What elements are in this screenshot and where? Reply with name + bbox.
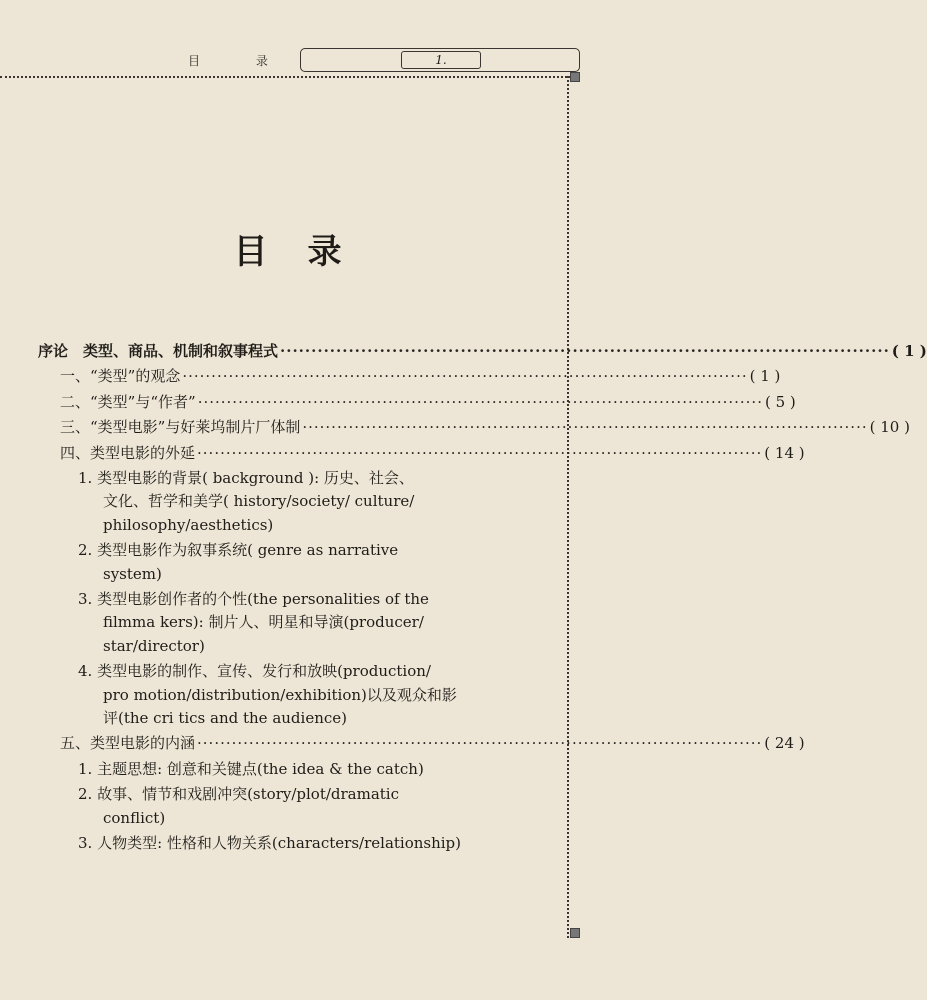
toc-entry-title: 三、“类型电影”与好莱坞制片厂体制 (60, 418, 301, 437)
toc-entry-page: ( 10 ) (869, 418, 910, 437)
toc-entry[interactable] (38, 340, 927, 362)
header-title: 目 录 (188, 54, 294, 68)
toc-entry-page: ( 1 ) (749, 367, 781, 386)
toc-leader-dots: ·································································································· (302, 418, 868, 437)
toc-entry[interactable] (60, 416, 910, 438)
toc-entry-title: 四、类型电影的外延 (60, 443, 196, 462)
toc-subentry-line[interactable]: 4. 类型电影的制作、宣传、发行和放映(production/ (78, 662, 431, 681)
toc-subentry-line: philosophy/aesthetics) (103, 515, 274, 534)
toc-subentry-line: 评(the cri tics and the audience) (103, 709, 347, 727)
running-header (0, 48, 613, 78)
toc-entry-title: 序论 类型、商品、机制和叙事程式 (38, 342, 279, 360)
toc-entry-title: 五、类型电影的内涵 (60, 734, 196, 753)
side-dotted-rule (567, 76, 579, 938)
corner-mark-bottom (570, 928, 580, 938)
page-title: 目录 (233, 232, 382, 272)
toc-leader-dots: ·································································································· (182, 367, 748, 386)
toc-leader-dots: ·································································································· (197, 734, 763, 753)
toc-subentry-line: pro motion/distribution/exhibition)以及观众和影 (103, 685, 457, 704)
toc-entry-title: 二、“类型”与“作者” (60, 392, 196, 411)
toc-entry-page: ( 1 ) (891, 342, 927, 360)
header-dotted-rule (0, 76, 575, 78)
toc-entry-page: ( 24 ) (764, 734, 805, 753)
toc-entry-page: ( 14 ) (764, 443, 805, 462)
toc-entry-page: ( 5 ) (764, 392, 796, 411)
corner-mark-top (570, 72, 580, 82)
toc-subentry-line: filmma kers): 制片人、明星和导演(producer/ (103, 613, 424, 632)
toc-subentry-line[interactable]: 3. 人物类型: 性格和人物关系(characters/relationship) (78, 834, 462, 852)
toc-subentry-line: star/director) (103, 636, 205, 655)
toc-entry[interactable] (60, 365, 781, 387)
toc-leader-dots: ·································································································· (197, 392, 763, 411)
page-number-box (300, 48, 580, 72)
toc-leader-dots: ·································································································· (197, 443, 763, 462)
toc-subentry-line: system) (103, 564, 162, 583)
toc-subentry-line[interactable]: 1. 主题思想: 创意和关键点(the idea & the catch) (78, 759, 424, 778)
toc-entry-title: 一、“类型”的观念 (60, 367, 181, 386)
toc-subentry-line[interactable]: 3. 类型电影创作者的个性(the personalities of the (78, 590, 429, 608)
toc-subentry-line: 文化、哲学和美学( history/society/ culture/ (103, 492, 415, 511)
toc-entry[interactable] (60, 732, 805, 754)
page-number: 1. (401, 51, 481, 69)
toc-subentry-line[interactable]: 2. 类型电影作为叙事系统( genre as narrative (78, 541, 399, 560)
toc-subentry-line[interactable]: 2. 故事、情节和戏剧冲突(story/plot/dramatic (78, 785, 400, 804)
toc-entry[interactable] (60, 391, 796, 413)
toc-leader-dots: ·································································································· (280, 342, 890, 360)
toc-subentry-line[interactable]: 1. 类型电影的背景( background ): 历史、社会、 (78, 469, 414, 487)
toc-entry[interactable] (60, 442, 805, 464)
toc-subentry-line: conflict) (103, 808, 166, 827)
